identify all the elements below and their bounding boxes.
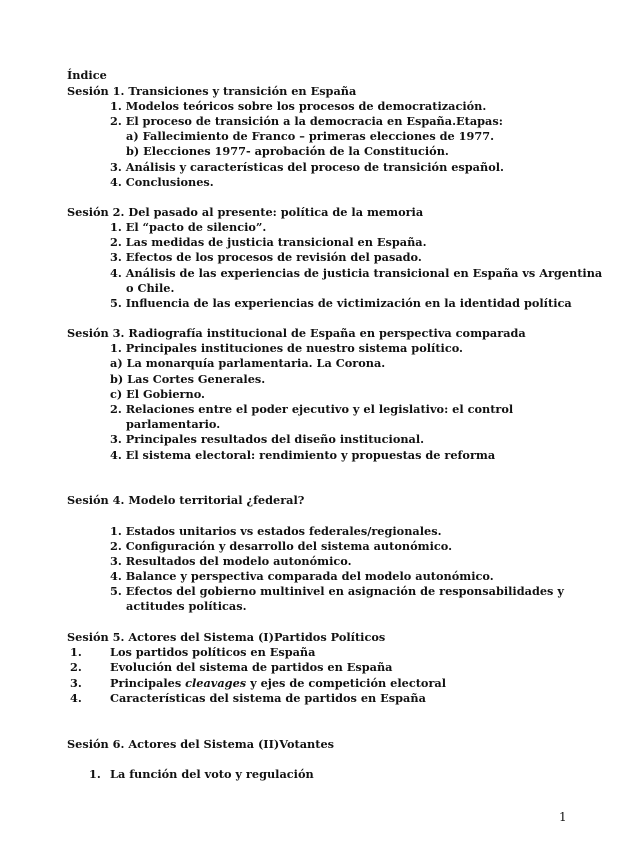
list-item: 4. Análisis de las experiencias de justicia transicional en España vs Argentina bbox=[110, 266, 603, 280]
list-item: 3. Efectos de los procesos de revisión del pasado. bbox=[110, 250, 422, 264]
list-item: 5. Influencia de las experiencias de victimización en la identidad política bbox=[110, 296, 572, 310]
list-item: b) Elecciones 1977- aprobación de la Constitución. bbox=[126, 144, 449, 158]
list-item: 1. El “pacto de silencio”. bbox=[110, 220, 267, 234]
session-label: Sesión 4. bbox=[67, 493, 125, 507]
session-label: Sesión 2. bbox=[67, 205, 125, 219]
session-3-heading bbox=[67, 326, 526, 340]
list-item: Evolución del sistema de partidos en España bbox=[110, 660, 393, 674]
list-item: a) La monarquía parlamentaria. La Corona. bbox=[110, 356, 386, 370]
list-item: b) Las Cortes Generales. bbox=[110, 372, 266, 386]
list-item: 3. Principales resultados del diseño institucional. bbox=[110, 432, 425, 446]
list-item-number: 1. bbox=[70, 645, 82, 659]
list-item-number: 4. bbox=[70, 691, 82, 705]
list-item-continuation: actitudes políticas. bbox=[126, 599, 247, 613]
session-6-heading: Sesión 6. Actores del Sistema (II)Votantes bbox=[67, 737, 335, 751]
list-item: 4. Conclusiones. bbox=[110, 175, 214, 189]
item-text: Principales bbox=[110, 676, 186, 690]
list-item: La función del voto y regulación bbox=[110, 767, 314, 781]
list-item: 2. El proceso de transición a la democracia en España.Etapas: bbox=[110, 114, 503, 128]
list-item: 3. Análisis y características del proceso de transición español. bbox=[110, 160, 504, 174]
item-emphasis: cleavages bbox=[185, 676, 247, 690]
index-title: Índice bbox=[67, 68, 107, 82]
session-5-heading: Sesión 5. Actores del Sistema (I)Partidos Políticos bbox=[67, 630, 386, 644]
list-item: 1. Principales instituciones de nuestro sistema político. bbox=[110, 341, 463, 355]
list-item-continuation: o Chile. bbox=[126, 281, 175, 295]
list-item: 3. Resultados del modelo autonómico. bbox=[110, 554, 352, 568]
list-item: 4. Balance y perspectiva comparada del modelo autonómico. bbox=[110, 569, 494, 583]
list-item: 2. Relaciones entre el poder ejecutivo y el legislativo: el control bbox=[110, 402, 514, 416]
session-2-heading bbox=[67, 205, 423, 219]
page-number: 1 bbox=[559, 810, 567, 824]
list-item: Los partidos políticos en España bbox=[110, 645, 316, 659]
list-item-number: 2. bbox=[70, 660, 82, 674]
session-title: Del pasado al presente: política de la memoria bbox=[128, 205, 424, 219]
session-label: Sesión 1. bbox=[67, 84, 125, 98]
list-item-number: 1. bbox=[89, 767, 101, 781]
list-item: 5. Efectos del gobierno multinivel en asignación de responsabilidades y bbox=[110, 584, 564, 598]
list-item: 4. El sistema electoral: rendimiento y propuestas de reforma bbox=[110, 448, 496, 462]
list-item-continuation: parlamentario. bbox=[126, 417, 221, 431]
session-title: Radiografía institucional de España en perspectiva comparada bbox=[128, 326, 526, 340]
item-text: y ejes de competición electoral bbox=[246, 676, 447, 690]
list-item: 1. Estados unitarios vs estados federales/regionales. bbox=[110, 524, 442, 538]
list-item: Características del sistema de partidos en España bbox=[110, 691, 426, 705]
session-4-heading bbox=[67, 493, 304, 507]
list-item: 2. Configuración y desarrollo del sistema autonómico. bbox=[110, 539, 453, 553]
list-item bbox=[110, 676, 446, 690]
session-title: Modelo territorial ¿federal? bbox=[128, 493, 305, 507]
list-item-number: 3. bbox=[70, 676, 82, 690]
list-item: 1. Modelos teóricos sobre los procesos de democratización. bbox=[110, 99, 487, 113]
list-item: 2. Las medidas de justicia transicional en España. bbox=[110, 235, 427, 249]
session-1-heading bbox=[67, 84, 356, 98]
session-label: Sesión 3. bbox=[67, 326, 125, 340]
session-title: Transiciones y transición en España bbox=[128, 84, 357, 98]
list-item: c) El Gobierno. bbox=[110, 387, 205, 401]
list-item: a) Fallecimiento de Franco – primeras elecciones de 1977. bbox=[126, 129, 495, 143]
